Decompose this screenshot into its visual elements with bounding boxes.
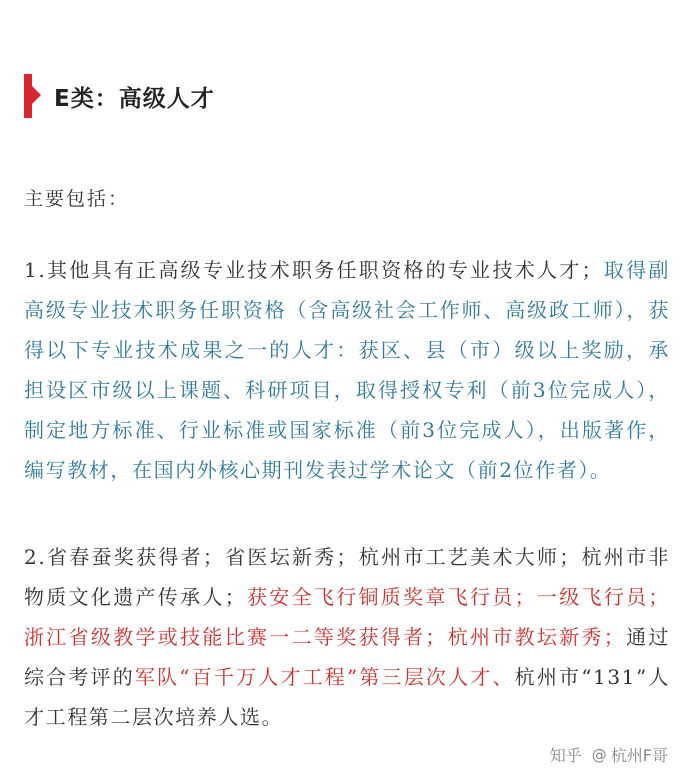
p2-text-highlight-red-2: 军队“百千万人才工程”第三层次人才、 — [134, 665, 515, 689]
p2-text-plain: 2.省春蚕奖获得者；省医坛新秀；杭州市工艺美术大师；杭州市非物质文化遗产传承人； — [24, 545, 670, 609]
intro-text: 主要包括： — [24, 188, 130, 210]
watermark-author: 杭州F哥 — [610, 746, 668, 765]
watermark-at: @ — [591, 745, 607, 764]
p2-text-plain-2: 通过综合考评的 — [24, 625, 671, 689]
p2-text-highlight-red: 获安全飞行铜质奖章飞行员；一级飞行员；浙江省级教学或技能比赛一二等奖获得者；杭州市教坛新秀； — [24, 585, 671, 649]
p2-text-plain-3: 杭州市“131”人才工程第二层次培养人选。 — [24, 665, 671, 729]
section-title: E类：高级人才 — [54, 85, 215, 112]
watermark — [550, 743, 668, 766]
p1-text-plain: 1.其他具有正高级专业技术职务任职资格的专业技术人才； — [24, 258, 604, 282]
watermark-site: 知乎 — [549, 746, 582, 765]
section-header — [24, 72, 215, 120]
header-accent-bar — [24, 74, 32, 118]
p1-text-highlight-blue: 取得副高级专业技术职务任职资格（含高级社会工作师、高级政工师），获得以下专业技术成果之一的人才：获区、县（市）级以上奖励，承担设区市级以上课题、科研项目，取得授权专利（前3位完成人），制定地方标准、行业标准或国家标准（前3位完成人），出版著作，编写教材，在国内外核心期刊发表过学术论文（前2位作者）。 — [24, 258, 670, 482]
paragraph-1 — [24, 250, 670, 490]
paragraph-2 — [24, 537, 670, 737]
